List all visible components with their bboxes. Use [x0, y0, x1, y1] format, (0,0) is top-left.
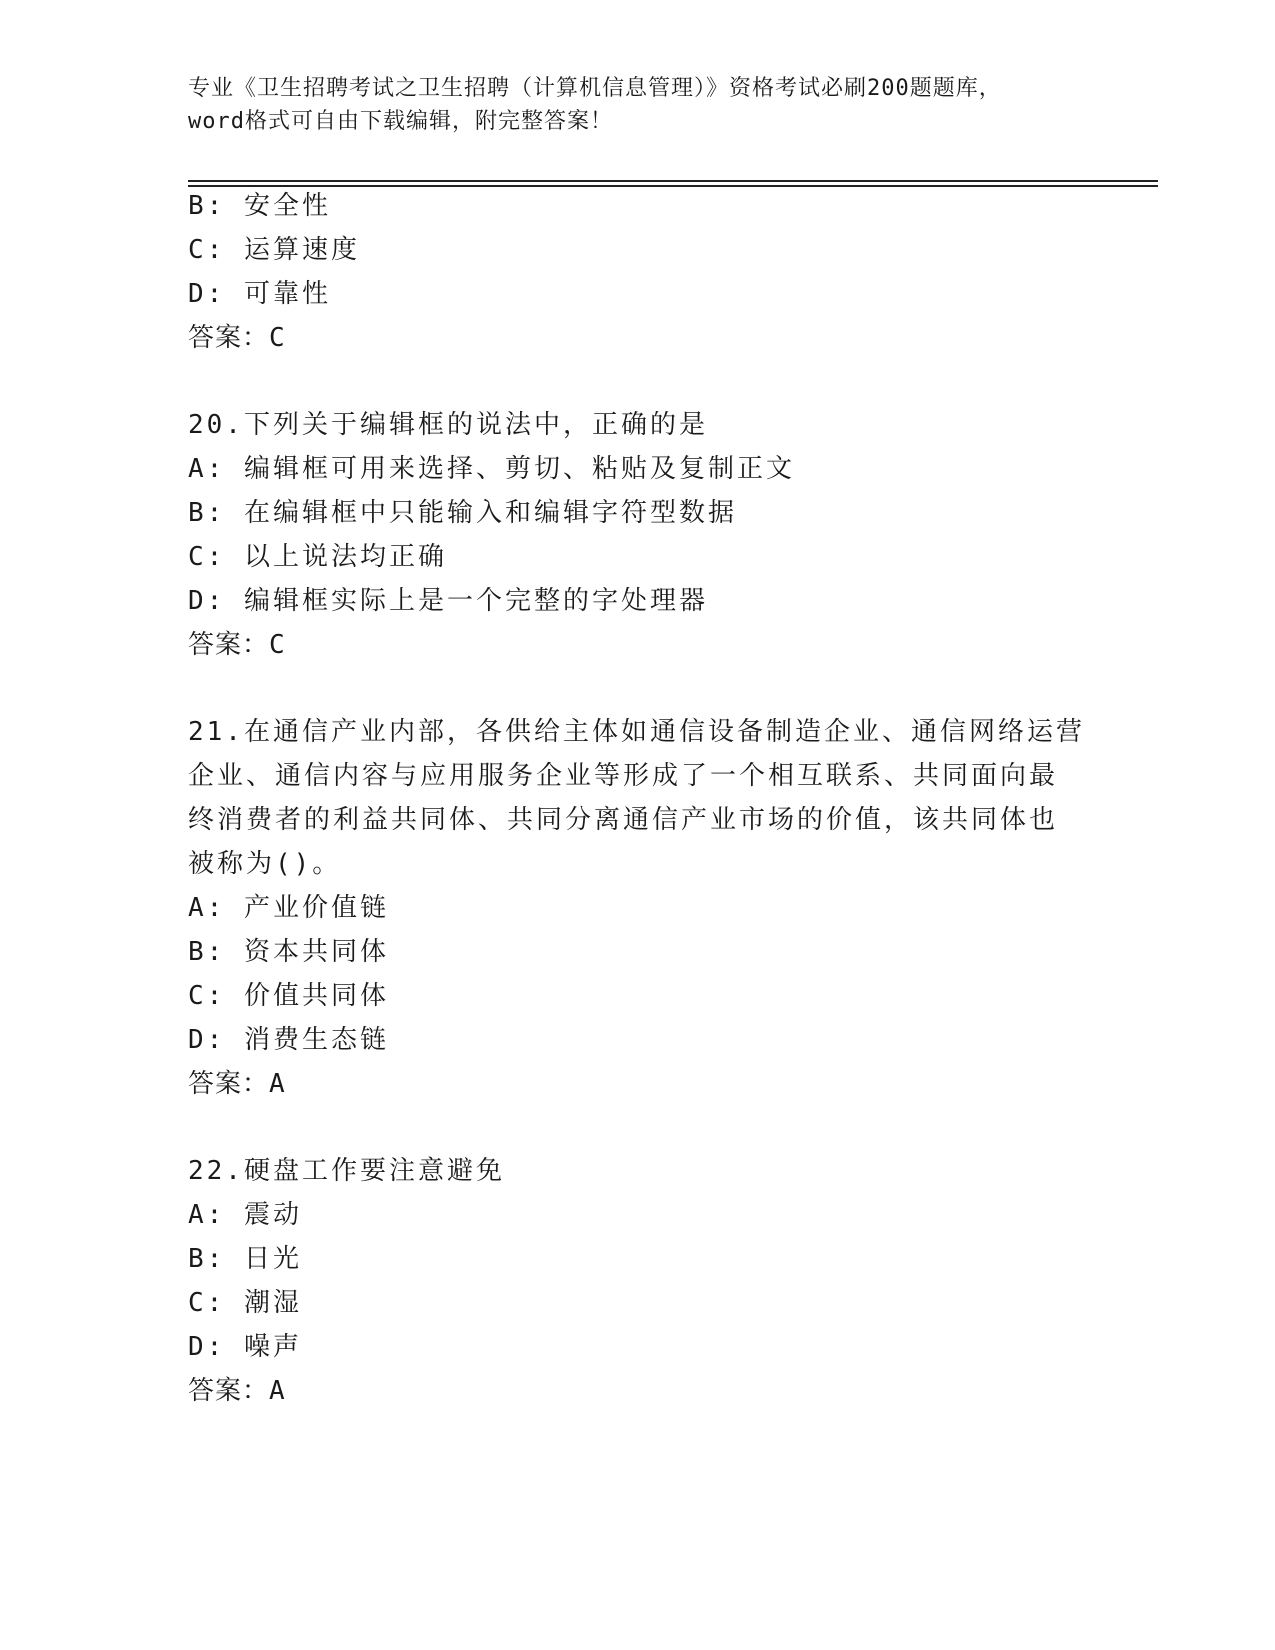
option-text: A: 编辑框可用来选择、剪切、粘贴及复制正文	[188, 454, 795, 484]
option-text: D: 消费生态链	[188, 1025, 389, 1055]
answer-text: 答案：A	[188, 1069, 286, 1099]
answer-text: 答案：A	[188, 1376, 286, 1406]
option-text: D: 编辑框实际上是一个完整的字处理器	[188, 586, 708, 616]
option-text: B: 安全性	[188, 191, 331, 221]
question-stem: 被称为()。	[188, 849, 342, 879]
question-stem: 终消费者的利益共同体、共同分离通信产业市场的价值，该共同体也	[188, 805, 1059, 835]
option-text: C: 价值共同体	[188, 981, 389, 1011]
document-header	[188, 72, 1088, 138]
header-divider-bottom	[188, 185, 1158, 187]
header-divider-top	[188, 180, 1158, 182]
option-text: C: 运算速度	[188, 235, 360, 265]
question-stem: 20.下列关于编辑框的说法中，正确的是	[188, 410, 708, 440]
question-stem: 企业、通信内容与应用服务企业等形成了一个相互联系、共同面向最	[188, 761, 1059, 791]
question-stem: 22.硬盘工作要注意避免	[188, 1156, 505, 1186]
answer-text: 答案：C	[188, 323, 286, 353]
option-text: C: 以上说法均正确	[188, 542, 447, 572]
option-text: C: 潮湿	[188, 1288, 302, 1318]
question-stem: 21.在通信产业内部，各供给主体如通信设备制造企业、通信网络运营	[188, 717, 1085, 747]
option-text: D: 可靠性	[188, 279, 331, 309]
header-line-1: 专业《卫生招聘考试之卫生招聘（计算机信息管理）》资格考试必刷200题题库，	[188, 76, 1002, 101]
answer-text: 答案：C	[188, 630, 286, 660]
option-text: A: 产业价值链	[188, 893, 389, 923]
option-text: B: 在编辑框中只能输入和编辑字符型数据	[188, 498, 737, 528]
option-text: D: 噪声	[188, 1332, 302, 1362]
option-text: A: 震动	[188, 1200, 302, 1230]
option-text: B: 日光	[188, 1244, 302, 1274]
header-line-2: word格式可自由下载编辑，附完整答案！	[188, 109, 613, 134]
option-text: B: 资本共同体	[188, 937, 389, 967]
